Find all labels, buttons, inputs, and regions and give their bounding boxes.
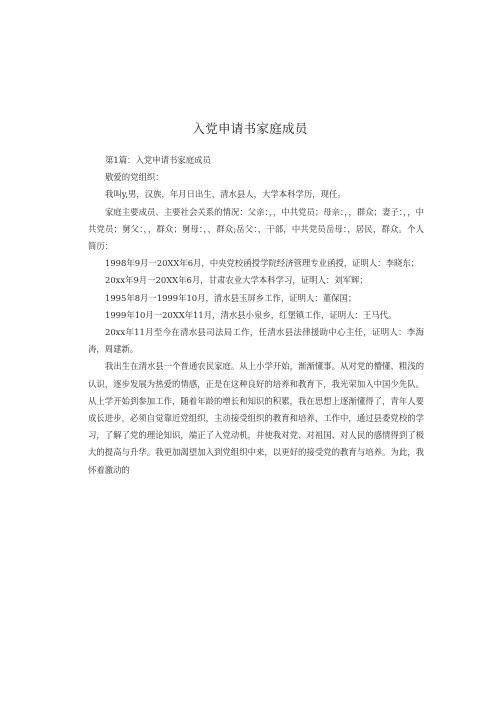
resume-entry: 1995年8月一1999年10月，清水县玉屏乡工作，证明人：董保国； bbox=[105, 292, 357, 303]
resume-entry: 20xx年9月一20XX年6月，甘肃农业大学本科学习，证明人：刘军辉； bbox=[105, 275, 368, 286]
family-members-paragraph: 家庭主要成员、主要社会关系的情况：父亲：，，中共党员；母亲：，，群众；妻子：，，中共党员；舅父：，，群众；舅母：，，群众;岳父：，干部，中共党员岳母：，居民，群众。个人简历： bbox=[88, 206, 424, 252]
resume-entry: 20xx年11月至今在清水县司法局工作，任清水县法律援助中心主任，证明人：李海涛，周建新。 bbox=[88, 327, 424, 355]
resume-entry: 1998年9月一20XX年6月，中央党校函授学院经济管理专业函授，证明人：李晓东； bbox=[105, 258, 420, 269]
document-title: 入党申请书家庭成员 bbox=[192, 121, 308, 136]
section-heading: 第1篇：入党申请书家庭成员 bbox=[105, 155, 211, 165]
document-body bbox=[88, 152, 424, 479]
salutation: 敬爱的党组织： bbox=[105, 172, 164, 183]
personal-statement-paragraph: 我出生在清水县一个普通农民家庭。从上小学开始，渐渐懂事。从对党的懵懂、粗浅的认识，逐步发展为热爱的情感，正是在这种良好的培养和教育下，我光荣加入中国少先队。从上学开始到参加工作，随着年龄的增长和知识的积累，我在思想上逐渐懂得了，青年人要成长进步，必须自觉靠近党组织，主动接受组织的教育和培养，工作中，通过县委党校的学习，了解了党的理论知识，端正了入党动机，并使我对党、对祖国、对人民的感情得到了极大的提高与升华。我更加渴望加入到党组织中来，以更好的接受党的教育与培养。为此，我怀着激动的 bbox=[88, 361, 424, 475]
resume-entry: 1999年10月一20XX年11月，清水县小泉乡，红堡镇工作，证明人：王马代。 bbox=[105, 309, 397, 320]
self-introduction: 我叫y,男，汉族，年月日出生，清水县人，大学本科学历，现任。 bbox=[105, 189, 346, 200]
